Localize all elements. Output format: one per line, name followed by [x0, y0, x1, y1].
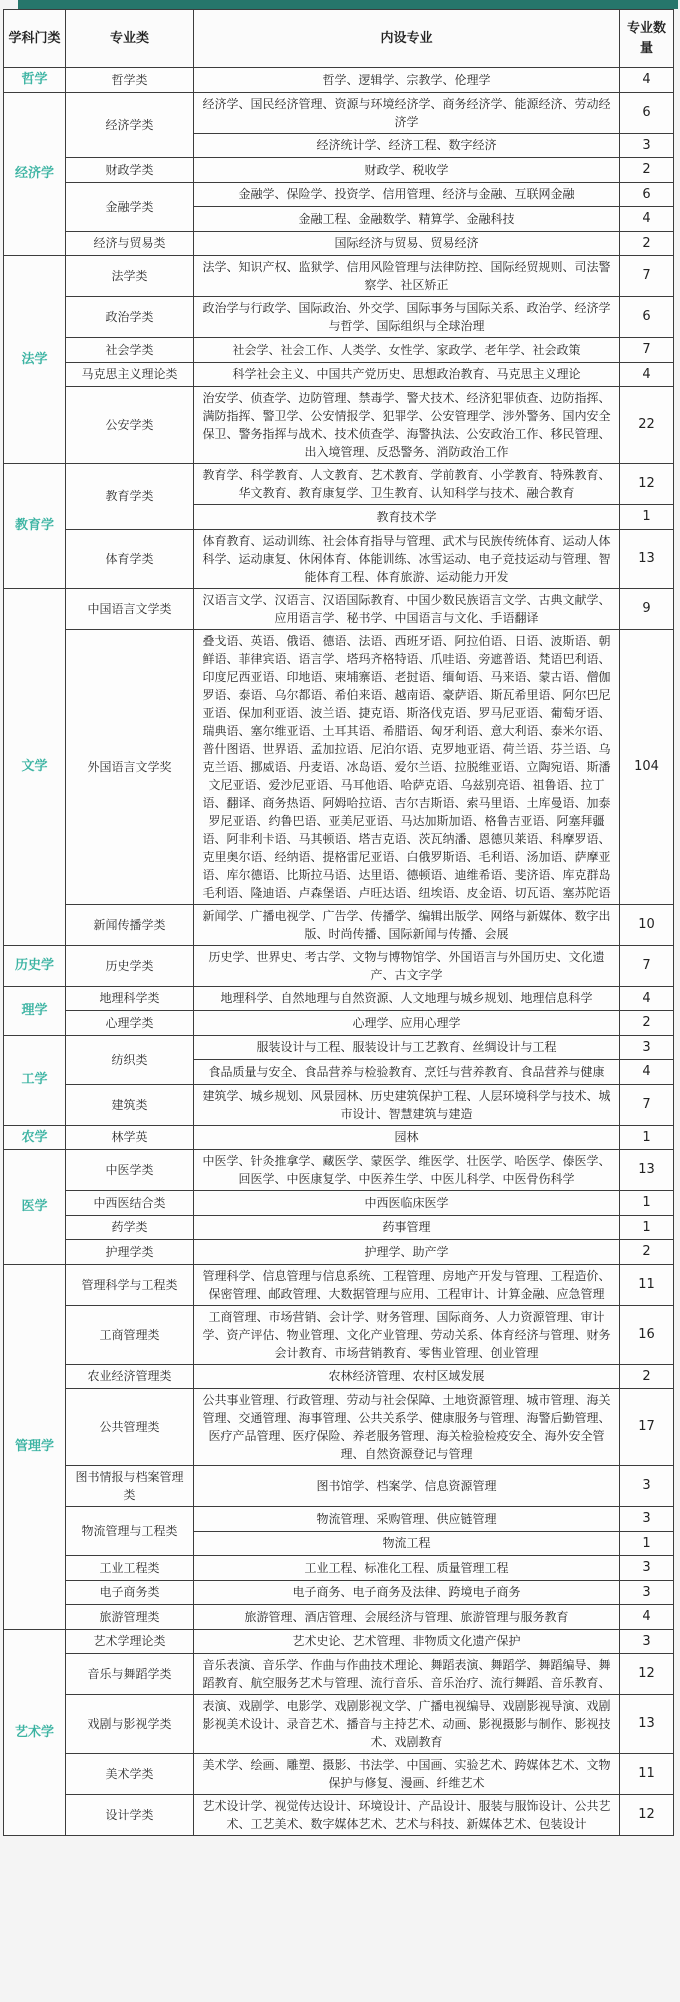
majors-cell: 工业工程、标准化工程、质量管理工程 [194, 1556, 620, 1581]
major-class-cell: 体育学类 [66, 529, 194, 588]
table-row [4, 256, 674, 297]
discipline-cell: 文学 [4, 588, 66, 945]
majors-cell: 旅游管理、酒店管理、会展经济与管理、旅游管理与服务教育 [194, 1605, 620, 1630]
major-class-cell: 农业经济管理类 [66, 1364, 194, 1389]
table-row [4, 1215, 674, 1240]
discipline-cell: 艺术学 [4, 1629, 66, 1836]
majors-cell: 建筑学、城乡规划、风景园林、历史建筑保护工程、人层环境科学与技术、城市设计、智慧建筑与建造 [194, 1084, 620, 1125]
count-cell: 4 [620, 68, 674, 93]
major-class-cell: 戏剧与影视学类 [66, 1695, 194, 1754]
table-row [4, 387, 674, 464]
top-accent-bar [18, 0, 678, 9]
table-row [4, 1629, 674, 1654]
table-row [4, 68, 674, 93]
major-class-cell: 电子商务类 [66, 1580, 194, 1605]
table-row [4, 1191, 674, 1216]
count-cell: 104 [620, 629, 674, 904]
table-row [4, 945, 674, 986]
major-class-cell: 林学英 [66, 1125, 194, 1150]
table-row [4, 158, 674, 183]
count-cell: 6 [620, 92, 674, 133]
count-cell: 1 [620, 1215, 674, 1240]
major-class-cell: 音乐与舞蹈学类 [66, 1654, 194, 1695]
majors-cell: 食品质量与安全、食品营养与检验教育、烹饪与营养教育、食品营养与健康 [194, 1060, 620, 1085]
count-cell: 17 [620, 1389, 674, 1466]
count-cell: 7 [620, 945, 674, 986]
majors-cell: 体育教育、运动训练、社会体育指导与管理、武术与民族传统体育、运动人体科学、运动康复、休闲体育、体能训练、冰雪运动、电子竞技运动与管理、智能体育工程、体育旅游、运动能力开发 [194, 529, 620, 588]
count-cell: 11 [620, 1264, 674, 1305]
majors-cell: 药事管理 [194, 1215, 620, 1240]
table-row [4, 1264, 674, 1305]
major-class-cell: 公共管理类 [66, 1389, 194, 1466]
majors-cell: 教育学、科学教育、人文教育、艺术教育、学前教育、小学教育、特殊教育、华文教育、教育康复学、卫生教育、认知科学与技术、融合教育 [194, 464, 620, 505]
major-class-cell: 外国语言文学奖 [66, 629, 194, 904]
discipline-cell: 法学 [4, 256, 66, 464]
table-row [4, 1754, 674, 1795]
majors-cell: 服装设计与工程、服装设计与工艺教育、丝绸设计与工程 [194, 1035, 620, 1060]
majors-cell: 历史学、世界史、考古学、文物与博物馆学、外国语言与外国历史、文化遗产、古文字学 [194, 945, 620, 986]
count-cell: 3 [620, 1556, 674, 1581]
count-cell: 3 [620, 1629, 674, 1654]
table-row [4, 1305, 674, 1364]
count-cell: 12 [620, 464, 674, 505]
count-cell: 2 [620, 158, 674, 183]
majors-cell: 地理科学、自然地理与自然资源、人文地理与城乡规划、地理信息科学 [194, 986, 620, 1011]
major-class-cell: 法学类 [66, 256, 194, 297]
table-row [4, 92, 674, 133]
majors-cell: 护理学、助产学 [194, 1240, 620, 1265]
table-row [4, 1011, 674, 1036]
count-cell: 4 [620, 1605, 674, 1630]
table-row [4, 1150, 674, 1191]
table-row [4, 629, 674, 904]
discipline-cell: 历史学 [4, 945, 66, 986]
majors-cell: 汉语言文学、汉语言、汉语国际教育、中国少数民族语言文学、古典文献学、应用语言学、秘书学、中国语言与文化、手语翻译 [194, 588, 620, 629]
majors-cell: 社会学、社会工作、人类学、女性学、家政学、老年学、社会政策 [194, 338, 620, 363]
table-row [4, 1364, 674, 1389]
table-row [4, 1035, 674, 1060]
majors-cell: 中西医临床医学 [194, 1191, 620, 1216]
table-row [4, 529, 674, 588]
discipline-cell: 工学 [4, 1035, 66, 1125]
major-class-cell: 金融学类 [66, 182, 194, 231]
count-cell: 1 [620, 505, 674, 530]
major-class-cell: 纺织类 [66, 1035, 194, 1084]
major-class-cell: 哲学类 [66, 68, 194, 93]
discipline-cell: 教育学 [4, 464, 66, 589]
majors-cell: 法学、知识产权、监狱学、信用风险管理与法律防控、国际经贸规则、司法警察学、社区矫正 [194, 256, 620, 297]
count-cell: 7 [620, 338, 674, 363]
header-major-class: 专业类 [66, 10, 194, 68]
count-cell: 7 [620, 1084, 674, 1125]
majors-cell: 园林 [194, 1125, 620, 1150]
table-row [4, 986, 674, 1011]
majors-cell: 公共事业管理、行政管理、劳动与社会保障、土地资源管理、城市管理、海关管理、交通管理、海事管理、公共关系学、健康服务与管理、海警后勤管理、医疗产品管理、医疗保险、养老服务管理、海关检验检疫安全、海外安全管理、自然资源登记与管理 [194, 1389, 620, 1466]
table-header [4, 10, 674, 68]
count-cell: 1 [620, 1191, 674, 1216]
count-cell: 4 [620, 362, 674, 387]
count-cell: 4 [620, 207, 674, 232]
majors-cell: 农林经济管理、农村区域发展 [194, 1364, 620, 1389]
major-class-cell: 中西医结合类 [66, 1191, 194, 1216]
discipline-cell: 管理学 [4, 1264, 66, 1629]
count-cell: 6 [620, 182, 674, 207]
major-class-cell: 美术学类 [66, 1754, 194, 1795]
major-class-cell: 设计学类 [66, 1795, 194, 1836]
major-class-cell: 财政学类 [66, 158, 194, 183]
majors-cell: 心理学、应用心理学 [194, 1011, 620, 1036]
discipline-cell: 哲学 [4, 68, 66, 93]
major-class-cell: 工商管理类 [66, 1305, 194, 1364]
count-cell: 2 [620, 1011, 674, 1036]
majors-cell: 财政学、税收学 [194, 158, 620, 183]
majors-cell: 经济统计学、经济工程、数字经济 [194, 133, 620, 158]
majors-cell: 叠戈语、英语、俄语、德语、法语、西班牙语、阿拉伯语、日语、波斯语、朝鲜语、菲律宾语、语言学、塔玛齐格特语、爪哇语、旁遮普语、梵语巴利语、印度尼西亚语、印地语、柬埔寨语、老挝语、缅甸语、马来语、蒙古语、僧伽罗语、泰语、乌尔都语、希伯来语、越南语、豪萨语、斯瓦希里语、阿尔巴尼亚语、保加利亚语、波兰语、捷克语、斯洛伐克语、罗马尼亚语、葡萄牙语、瑞典语、塞尔维亚语、土耳其语、希腊语、匈牙利语、意大利语、泰米尔语、普什图语、世界语、孟加拉语、尼泊尔语、克罗地亚语、荷兰语、芬兰语、乌克兰语、挪威语、丹麦语、冰岛语、爱尔兰语、拉脱维亚语、立陶宛语、斯潘文尼亚语、爱沙尼亚语、马耳他语、哈萨克语、乌兹别亮语、祖鲁语、拉丁语、翻译、商务热语、阿姆哈拉语、吉尔吉斯语、索马里语、土库曼语、加泰罗尼亚语、约鲁巴语、亚美尼亚语、马达加斯加语、格鲁吉亚语、阿塞拜疆语、阿非利卡语、马其顿语、塔吉克语、茨瓦纳潘、恩德贝莱语、科摩罗语、克里奥尔语、经纳语、提格雷尼亚语、白俄罗斯语、毛利语、汤加语、萨摩亚语、库尔德语、比斯拉马语、达里语、德顿语、迪维希语、斐济语、库克群岛毛利语、隆迪语、卢森堡语、卢旺达语、纽埃语、皮金语、切瓦语、塞苏陀语 [194, 629, 620, 904]
table-row [4, 1654, 674, 1695]
majors-cell: 美术学、绘画、雕塑、摄影、书法学、中国画、实验艺术、跨媒体艺术、文物保护与修复、漫画、纤维艺术 [194, 1754, 620, 1795]
majors-cell: 教育技术学 [194, 505, 620, 530]
count-cell: 10 [620, 904, 674, 945]
header-majors: 内设专业 [194, 10, 620, 68]
majors-cell: 政治学与行政学、国际政治、外交学、国际事务与国际关系、政治学、经济学与哲学、国际组织与全球治理 [194, 297, 620, 338]
major-class-cell: 经济学类 [66, 92, 194, 158]
count-cell: 6 [620, 297, 674, 338]
majors-cell: 科学社会主义、中国共产党历史、思想政治教育、马克思主义理论 [194, 362, 620, 387]
major-class-cell: 管理科学与工程类 [66, 1264, 194, 1305]
table-row [4, 231, 674, 256]
count-cell: 4 [620, 986, 674, 1011]
count-cell: 3 [620, 1466, 674, 1507]
major-class-cell: 中国语言文学类 [66, 588, 194, 629]
count-cell: 2 [620, 231, 674, 256]
count-cell: 22 [620, 387, 674, 464]
table-row [4, 338, 674, 363]
major-class-cell: 经济与贸易类 [66, 231, 194, 256]
major-class-cell: 旅游管理类 [66, 1605, 194, 1630]
majors-cell: 音乐表演、音乐学、作曲与作曲技术理论、舞蹈表演、舞蹈学、舞蹈编导、舞蹈教育、航空服务艺术与管理、流行音乐、音乐治疗、流行舞蹈、音乐教育、 [194, 1654, 620, 1695]
major-class-cell: 政治学类 [66, 297, 194, 338]
count-cell: 13 [620, 529, 674, 588]
table-row [4, 1125, 674, 1150]
count-cell: 3 [620, 1035, 674, 1060]
major-class-cell: 地理科学类 [66, 986, 194, 1011]
count-cell: 3 [620, 133, 674, 158]
header-count: 专业数量 [620, 10, 674, 68]
header-discipline: 学科门类 [4, 10, 66, 68]
major-class-cell: 建筑类 [66, 1084, 194, 1125]
discipline-cell: 理学 [4, 986, 66, 1035]
table-body [4, 68, 674, 1836]
majors-cell: 金融学、保险学、投资学、信用管理、经济与金融、互联网金融 [194, 182, 620, 207]
majors-cell: 艺术设计学、视觉传达设计、环境设计、产品设计、服装与服饰设计、公共艺术、工艺美术、数字媒体艺术、艺术与科技、新媒体艺术、包装设计 [194, 1795, 620, 1836]
major-class-cell: 公安学类 [66, 387, 194, 464]
majors-cell: 中医学、针灸推拿学、藏医学、蒙医学、维医学、壮医学、哈医学、傣医学、回医学、中医康复学、中医养生学、中医儿科学、中医骨伤科学 [194, 1150, 620, 1191]
discipline-cell: 经济学 [4, 92, 66, 256]
count-cell: 3 [620, 1507, 674, 1532]
count-cell: 12 [620, 1795, 674, 1836]
major-class-cell: 护理学类 [66, 1240, 194, 1265]
table-row [4, 464, 674, 505]
table-row [4, 1795, 674, 1836]
majors-cell: 新闻学、广播电视学、广告学、传播学、编辑出版学、网络与新媒体、数字出版、时尚传播、国际新闻与传播、会展 [194, 904, 620, 945]
major-class-cell: 历史学类 [66, 945, 194, 986]
majors-cell: 物流管理、采购管理、供应链管理 [194, 1507, 620, 1532]
majors-cell: 管理科学、信息管理与信息系统、工程管理、房地产开发与管理、工程造价、保密管理、邮政管理、大数据管理与应用、工程审计、计算金融、应急管理 [194, 1264, 620, 1305]
majors-cell: 工商管理、市场营销、会计学、财务管理、国际商务、人力资源管理、审计学、资产评估、物业管理、文化产业管理、劳动关系、体育经济与管理、财务会计教育、市场营销教育、零售业管理、创业管理 [194, 1305, 620, 1364]
majors-cell: 治安学、侦查学、边防管理、禁毒学、警犬技术、经济犯罪侦查、边防指挥、满防指挥、警卫学、公安情报学、犯罪学、公安管理学、涉外警务、国内安全保卫、警务指挥与战术、技术侦查学、海警执法、公安政治工作、移民管理、出入境管理、反恐警务、消防政治工作 [194, 387, 620, 464]
major-class-cell: 马克思主义理论类 [66, 362, 194, 387]
majors-cell: 电子商务、电子商务及法律、跨境电子商务 [194, 1580, 620, 1605]
table-row [4, 1580, 674, 1605]
count-cell: 1 [620, 1531, 674, 1556]
count-cell: 1 [620, 1125, 674, 1150]
majors-cell: 表演、戏剧学、电影学、戏剧影视文学、广播电视编导、戏剧影视导演、戏剧影视美术设计、录音艺术、播音与主持艺术、动画、影视摄影与制作、影视技术、戏剧教育 [194, 1695, 620, 1754]
major-class-cell: 工业工程类 [66, 1556, 194, 1581]
count-cell: 2 [620, 1364, 674, 1389]
major-class-cell: 物流管理与工程类 [66, 1507, 194, 1556]
majors-cell: 经济学、国民经济管理、资源与环境经济学、商务经济学、能源经济、劳动经济学 [194, 92, 620, 133]
table-row [4, 1556, 674, 1581]
major-class-cell: 艺术学理论类 [66, 1629, 194, 1654]
table-row [4, 1389, 674, 1466]
count-cell: 2 [620, 1240, 674, 1265]
major-class-cell: 社会学类 [66, 338, 194, 363]
discipline-cell: 医学 [4, 1150, 66, 1265]
count-cell: 4 [620, 1060, 674, 1085]
majors-cell: 哲学、逻辑学、宗教学、伦理学 [194, 68, 620, 93]
majors-cell: 图书馆学、档案学、信息资源管理 [194, 1466, 620, 1507]
major-class-cell: 中医学类 [66, 1150, 194, 1191]
majors-table [3, 9, 674, 1836]
count-cell: 7 [620, 256, 674, 297]
major-class-cell: 教育学类 [66, 464, 194, 530]
count-cell: 3 [620, 1580, 674, 1605]
table-row [4, 1605, 674, 1630]
count-cell: 16 [620, 1305, 674, 1364]
major-class-cell: 心理学类 [66, 1011, 194, 1036]
table-row [4, 904, 674, 945]
major-class-cell: 新闻传播学类 [66, 904, 194, 945]
discipline-cell: 农学 [4, 1125, 66, 1150]
table-row [4, 1084, 674, 1125]
majors-cell: 国际经济与贸易、贸易经济 [194, 231, 620, 256]
table-row [4, 588, 674, 629]
major-class-cell: 图书情报与档案管理类 [66, 1466, 194, 1507]
count-cell: 13 [620, 1150, 674, 1191]
table-row [4, 1466, 674, 1507]
table-row [4, 1240, 674, 1265]
count-cell: 9 [620, 588, 674, 629]
table-row [4, 297, 674, 338]
majors-cell: 艺术史论、艺术管理、非物质文化遗产保护 [194, 1629, 620, 1654]
majors-cell: 金融工程、金融数学、精算学、金融科技 [194, 207, 620, 232]
count-cell: 12 [620, 1654, 674, 1695]
table-row [4, 1695, 674, 1754]
header-row [4, 10, 674, 68]
table-row [4, 362, 674, 387]
major-class-cell: 药学类 [66, 1215, 194, 1240]
majors-cell: 物流工程 [194, 1531, 620, 1556]
count-cell: 11 [620, 1754, 674, 1795]
table-row [4, 1507, 674, 1532]
count-cell: 13 [620, 1695, 674, 1754]
table-row [4, 182, 674, 207]
